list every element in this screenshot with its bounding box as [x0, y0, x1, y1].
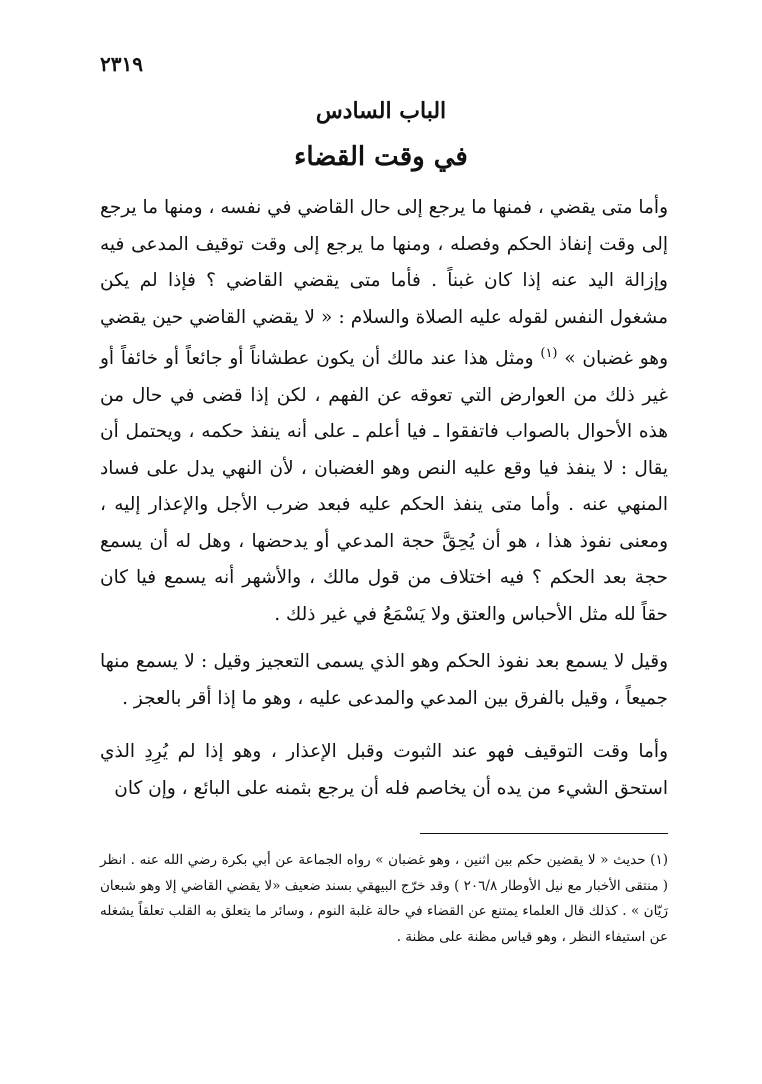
footnote-separator [420, 833, 668, 834]
section-title: في وقت القضاء [294, 142, 468, 172]
footnote-text: حديث « لا يقضين حكم بين اثنين ، وهو غضبان » رواه الجماعة عن أبي بكرة رضي الله عنه . انظر ( منتقى الأخبار مع نيل الأوطار ٢٠٦/٨ ) وقد خرّج البيهقي بسند ضعيف «لا يقضي القاضي إلا وهو شبعان رَيّان » . كذلك قال العلماء يمتنع عن القضاء في حالة غلبة النوم ، وسائر ما يتعلق به القلب تعلقاً يشغله عن استيفاء النظر ، وهو قياس مظنة على مظنة . [99, 852, 668, 945]
paragraph-2 [100, 644, 668, 717]
chapter-title: الباب السادس [315, 98, 447, 124]
footnote-reference: (١) [540, 346, 558, 361]
paragraph-2-text: وقيل لا يسمع بعد نفوذ الحكم وهو الذي يسمى التعجيز وقيل : لا يسمع منها جميعاً ، وقيل بالفرق بين المدعي والمدعى عليه ، وهو ما إذا أقر بالعجز . [100, 651, 668, 709]
paragraph-3 [100, 734, 668, 807]
paragraph-1 [100, 190, 668, 633]
paragraph-1-text-after: ومثل هذا عند مالك أن يكون عطشاناً أو جائعاً أو خائفاً أو غير ذلك من العوارض التي تعوقه عن الفهم ، لكن إذا قضى في حال من هذه الأحوال بالصواب فاتفقوا ـ فيا أعلم ـ على أنه ينفذ حكمه ، ويحتمل أن يقال : لا ينفذ فيا وقع عليه النص وهو الغضبان ، لأن النهي يدل على فساد المنهي عنه . وأما متى ينفذ الحكم عليه فبعد ضرب الأجل والإعذار إليه ، ومعنى نفوذ هذا ، هو أن يُحِقَّ حجة المدعي أو يدحضها ، وهل له أن يسمع حجة بعد الحكم ؟ فيه اختلاف من قول مالك ، والأشهر أنه يسمع فيا كان حقاً لله مثل الأحباس والعتق ولا يَسْمَعُ في غير ذلك . [100, 348, 668, 625]
page-number: ٢٣١٩ [100, 52, 143, 76]
footnote [100, 848, 668, 950]
paragraph-3-text: وأما وقت التوقيف فهو عند الثبوت وقبل الإعذار ، وهو إذا لم يُرِدِ الذي استحق الشيء من يده أن يخاصم فله أن يرجع بثمنه على البائع ، وإن كان [100, 741, 668, 799]
paragraph-1-text-before: وأما متى يقضي ، فمنها ما يرجع إلى حال القاضي في نفسه ، ومنها ما يرجع إلى وقت إنفاذ الحكم وفصله ، ومنها ما يرجع إلى وقت توقيف المدعى فيه وإزالة اليد عنه إذا كان غبناً . فأما متى يقضي القاضي ؟ فإذا لم يكن مشغول النفس لقوله عليه الصلاة والسلام : « لا يقضي القاضي حين يقضي وهو غضبان » [100, 197, 669, 370]
footnote-marker: (١) [650, 852, 668, 868]
